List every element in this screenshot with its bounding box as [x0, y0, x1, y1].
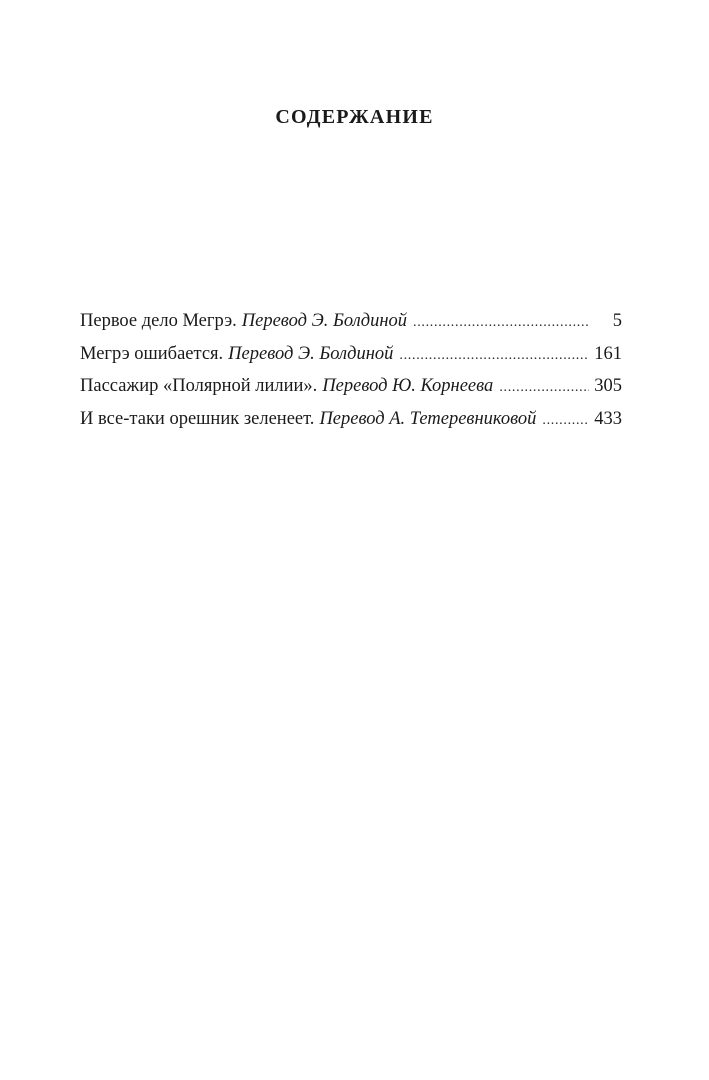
toc-entry-title: Первое дело Мегрэ. — [80, 311, 237, 331]
toc-entry-title: Мегрэ ошибается. — [80, 343, 224, 364]
toc-entry-title: И все-таки орешник зеленеет. — [80, 408, 315, 429]
toc-entry — [80, 371, 622, 404]
table-of-contents — [80, 306, 622, 436]
toc-entry-page: 5 — [612, 311, 622, 331]
toc-entry-translator: Перевод А. Тетеревниковой — [319, 408, 537, 429]
toc-entry-page: 433 — [594, 408, 622, 429]
toc-entry-page: 305 — [594, 376, 622, 396]
toc-entry — [80, 306, 622, 339]
toc-entry-translator: Перевод Ю. Корнеева — [322, 376, 494, 396]
toc-entry — [80, 404, 622, 437]
toc-entry-title: Пассажир «Полярной лилии». — [80, 376, 318, 396]
toc-entry-page: 161 — [594, 343, 622, 364]
toc-entry-translator: Перевод Э. Болдиной — [228, 343, 394, 364]
page-title: СОДЕРЖАНИЕ — [275, 106, 434, 128]
toc-entry-translator: Перевод Э. Болдиной — [241, 311, 407, 331]
dot-leader — [399, 341, 589, 372]
dot-leader — [413, 308, 589, 339]
dot-leader — [542, 406, 589, 437]
toc-entry — [80, 339, 622, 372]
dot-leader — [499, 373, 589, 404]
